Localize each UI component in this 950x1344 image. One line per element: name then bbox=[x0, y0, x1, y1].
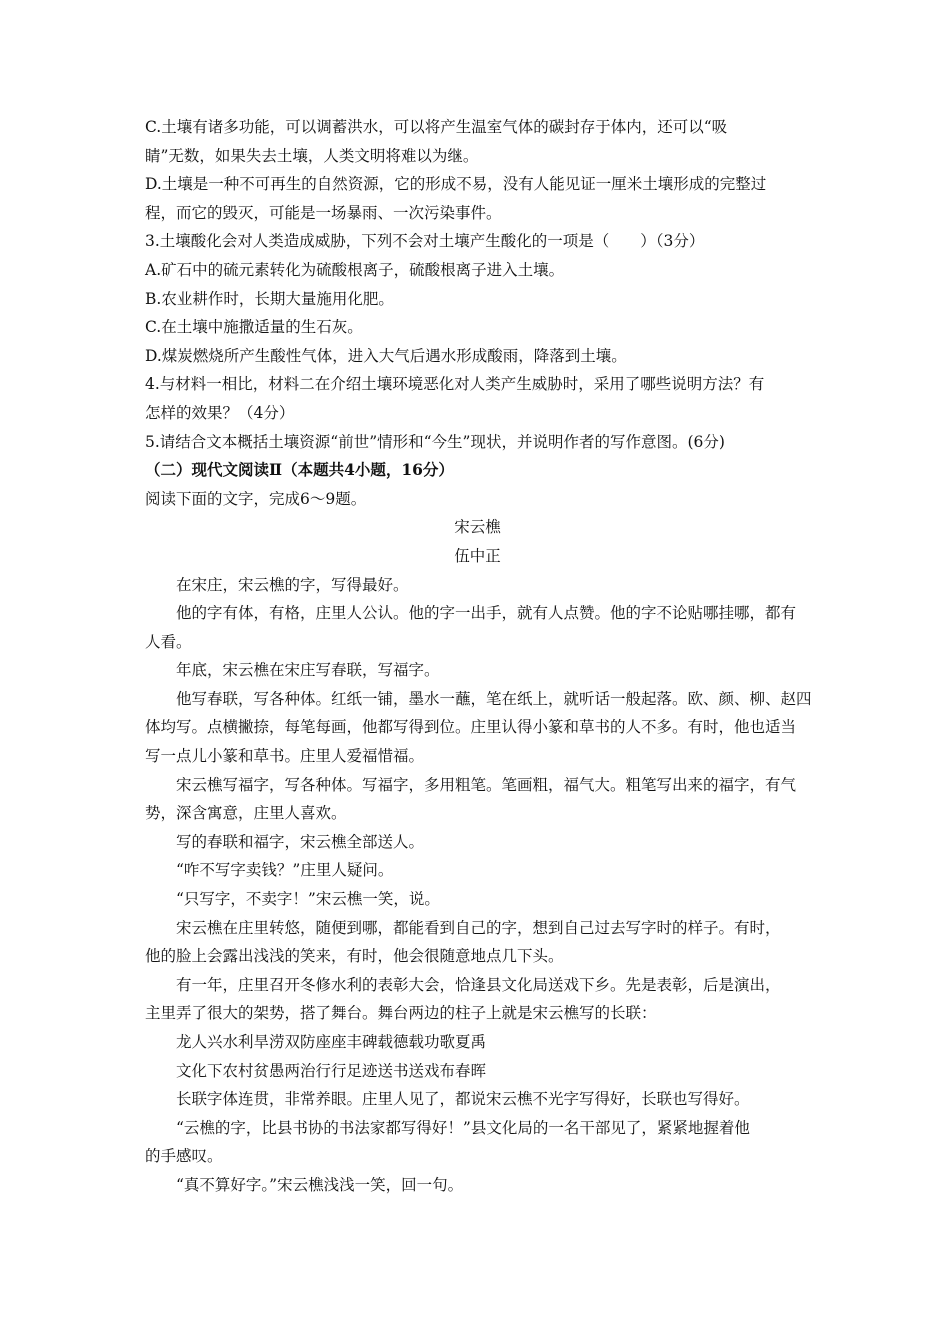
paragraph-line: 他的脸上会露出浅浅的笑来，有时，他会很随意地点几下头。 bbox=[145, 947, 564, 966]
dialogue-line: “真不算好字。”宋云樵浅浅一笑，回一句。 bbox=[176, 1175, 464, 1194]
paragraph-line: 宋云樵在庄里转悠，随便到哪，都能看到自己的字，想到自己过去写字时的样子。有时， bbox=[176, 918, 781, 937]
q3-option-b: B.农业耕作时，长期大量施用化肥。 bbox=[145, 289, 394, 308]
q3-option-c: C.在土壤中施撒适量的生石灰。 bbox=[145, 318, 363, 337]
paragraph-line: 的手感叹。 bbox=[145, 1147, 223, 1166]
paragraph-line: 体均写。点横撇捺，每笔每画，他都写得到位。庄里认得小篆和草书的人不多。有时，他也适当 bbox=[145, 718, 797, 737]
paragraph-line: 势，深含寓意，庄里人喜欢。 bbox=[145, 804, 347, 823]
question-4-line-2: 怎样的效果？（4分） bbox=[145, 403, 295, 422]
option-d-line-1: D.土壤是一种不可再生的自然资源，它的形成不易，没有人能见证一厘米土壤形成的完整过 bbox=[145, 175, 767, 194]
paragraph-line: 他写春联，写各种体。红纸一铺，墨水一蘸，笔在纸上，就听话一般起落。欧、颜、柳、赵四 bbox=[176, 689, 812, 708]
dialogue-line: “只写字，不卖字！”宋云樵一笑，说。 bbox=[176, 890, 440, 909]
option-c-line-1: C.土壤有诸多功能，可以调蓄洪水，可以将产生温室气体的碳封存于体内，还可以“吸 bbox=[145, 118, 728, 136]
section-heading: （二）现代文阅读Ⅱ（本题共4小题，16分） bbox=[145, 460, 454, 480]
paragraph-line: 人看。 bbox=[145, 632, 192, 651]
q3-option-a: A.矿石中的硫元素转化为硫酸根离子，硫酸根离子进入土壤。 bbox=[145, 260, 565, 279]
option-c-line-2: 睛”无数，如果失去土壤，人类文明将难以为继。 bbox=[145, 146, 479, 165]
document-page bbox=[145, 113, 810, 1200]
story-title: 宋云樵 bbox=[454, 518, 501, 537]
paragraph-line: 主里弄了很大的架势，搭了舞台。舞台两边的柱子上就是宋云樵写的长联： bbox=[145, 1004, 657, 1023]
reading-instruction: 阅读下面的文字，完成6～9题。 bbox=[145, 489, 367, 508]
paragraph-line: 宋云樵写福字，写各种体。写福字，多用粗笔。笔画粗，福气大。粗笔写出来的福字，有气 bbox=[176, 775, 797, 794]
q3-option-d: D.煤炭燃烧所产生酸性气体，进入大气后遇水形成酸雨，降落到土壤。 bbox=[145, 346, 627, 365]
paragraph-line: 写一点儿小篆和草书。庄里人爱福惜福。 bbox=[145, 747, 425, 766]
option-d-line-2: 程，而它的毁灭，可能是一场暴雨、一次污染事件。 bbox=[145, 203, 502, 222]
question-5: 5.请结合文本概括土壤资源“前世”情形和“今生”现状，并说明作者的写作意图。(6分) bbox=[145, 432, 725, 451]
question-3: 3.土壤酸化会对人类造成威胁，下列不会对土壤产生酸化的一项是（ ）（3分） bbox=[145, 232, 705, 251]
paragraph-line: 他的字有体，有格，庄里人公认。他的字一出手，就有人点赞。他的字不论贴哪挂哪，都有 bbox=[176, 604, 797, 623]
paragraph-line: 长联字体连贯，非常养眼。庄里人见了，都说宋云樵不光字写得好，长联也写得好。 bbox=[176, 1090, 750, 1109]
story-author: 伍中正 bbox=[454, 546, 501, 565]
paragraph-line: 年底，宋云樵在宋庄写春联，写福字。 bbox=[176, 661, 440, 680]
dialogue-line: “咋不写字卖钱？”庄里人疑问。 bbox=[176, 861, 394, 880]
paragraph-line: 在宋庄，宋云樵的字，写得最好。 bbox=[176, 575, 409, 594]
couplet-line-2: 文化下农村贫愚两治行行足迹送书送戏布春晖 bbox=[176, 1061, 487, 1080]
paragraph-line: 有一年，庄里召开冬修水利的表彰大会，恰逢县文化局送戏下乡。先是表彰，后是演出， bbox=[176, 975, 781, 994]
paragraph-line: 写的春联和福字，宋云樵全部送人。 bbox=[176, 832, 425, 851]
couplet-line-1: 龙人兴水利旱涝双防座座丰碑载德载功歌夏禹 bbox=[176, 1033, 487, 1051]
question-4-line-1: 4.与材料一相比，材料二在介绍土壤环境恶化对人类产生威胁时，采用了哪些说明方法？有 bbox=[145, 375, 765, 394]
dialogue-line: “云樵的字，比县书协的书法家都写得好！”县文化局的一名干部见了，紧紧地握着他 bbox=[176, 1118, 750, 1137]
